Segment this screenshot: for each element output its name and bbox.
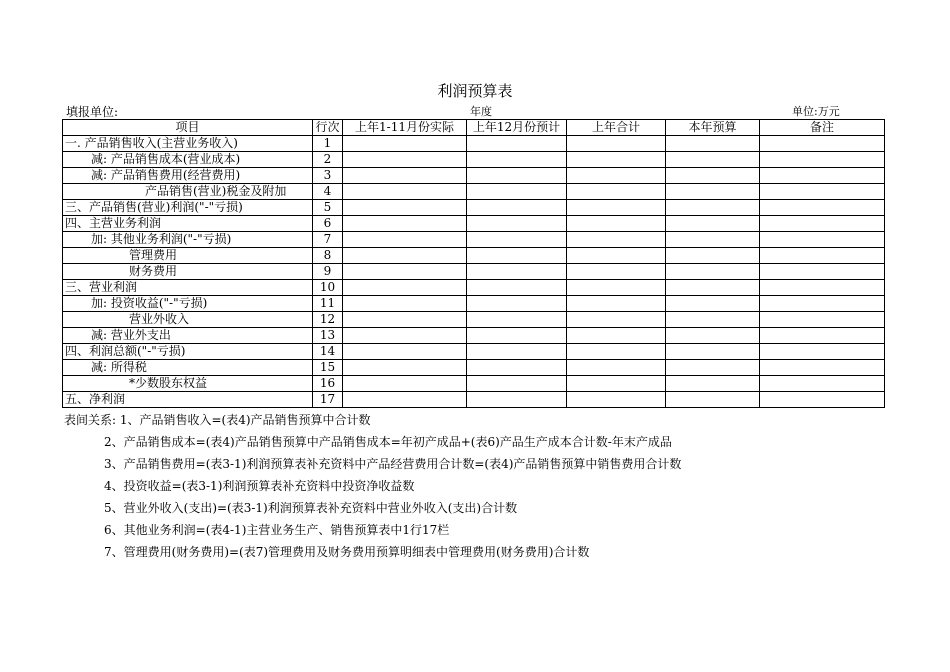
current-budget-cell[interactable] bbox=[666, 392, 760, 408]
note-line: 5、营业外收入(支出)=(表3-1)利润预算表补充资料中营业外收入(支出)合计数 bbox=[104, 501, 518, 515]
column-header-prior-jan-nov: 上年1-11月份实际 bbox=[343, 120, 467, 136]
prior-dec-forecast-cell[interactable] bbox=[467, 376, 567, 392]
row-item-label: 财务费用 bbox=[63, 264, 313, 280]
prior-jan-nov-cell[interactable] bbox=[343, 232, 467, 248]
prior-jan-nov-cell[interactable] bbox=[343, 152, 467, 168]
row-line-number: 11 bbox=[313, 296, 343, 312]
prior-jan-nov-cell[interactable] bbox=[343, 184, 467, 200]
prior-dec-forecast-cell[interactable] bbox=[467, 168, 567, 184]
current-budget-cell[interactable] bbox=[666, 312, 760, 328]
row-item-label: 减: 产品销售成本(营业成本) bbox=[63, 152, 313, 168]
row-line-number: 15 bbox=[313, 360, 343, 376]
currency-unit-label: 单位:万元 bbox=[792, 105, 840, 118]
row-line-number: 12 bbox=[313, 312, 343, 328]
row-item-label: 管理费用 bbox=[63, 248, 313, 264]
table-row bbox=[63, 328, 885, 344]
current-budget-cell[interactable] bbox=[666, 376, 760, 392]
current-budget-cell[interactable] bbox=[666, 344, 760, 360]
prior-total-cell[interactable] bbox=[567, 168, 666, 184]
note-line: 7、管理费用(财务费用)=(表7)管理费用及财务费用预算明细表中管理费用(财务费用)合计数 bbox=[104, 545, 590, 559]
prior-total-cell[interactable] bbox=[567, 392, 666, 408]
row-line-number: 13 bbox=[313, 328, 343, 344]
remarks-cell[interactable] bbox=[760, 376, 885, 392]
row-line-number: 7 bbox=[313, 232, 343, 248]
current-budget-cell[interactable] bbox=[666, 216, 760, 232]
note-line: 6、其他业务利润=(表4-1)主营业务生产、销售预算表中1行17栏 bbox=[104, 523, 450, 537]
row-item-label: 减: 所得税 bbox=[63, 360, 313, 376]
prior-total-cell[interactable] bbox=[567, 360, 666, 376]
notes-section bbox=[64, 411, 681, 565]
current-budget-cell[interactable] bbox=[666, 200, 760, 216]
current-budget-cell[interactable] bbox=[666, 168, 760, 184]
prior-total-cell[interactable] bbox=[567, 232, 666, 248]
current-budget-cell[interactable] bbox=[666, 136, 760, 152]
row-item-label: 营业外收入 bbox=[63, 312, 313, 328]
row-item-label: 产品销售(营业)税金及附加 bbox=[63, 184, 313, 200]
prior-total-cell[interactable] bbox=[567, 200, 666, 216]
current-budget-cell[interactable] bbox=[666, 264, 760, 280]
table-row bbox=[63, 376, 885, 392]
note-line: 表间关系: 1、产品销售收入=(表4)产品销售预算中合计数 bbox=[64, 413, 371, 427]
current-budget-cell[interactable] bbox=[666, 152, 760, 168]
prior-total-cell[interactable] bbox=[567, 184, 666, 200]
prior-dec-forecast-cell[interactable] bbox=[467, 280, 567, 296]
row-line-number: 2 bbox=[313, 152, 343, 168]
prior-dec-forecast-cell[interactable] bbox=[467, 248, 567, 264]
prior-total-cell[interactable] bbox=[567, 344, 666, 360]
prior-total-cell[interactable] bbox=[567, 264, 666, 280]
prior-dec-forecast-cell[interactable] bbox=[467, 360, 567, 376]
row-line-number: 17 bbox=[313, 392, 343, 408]
row-item-label: 减: 营业外支出 bbox=[63, 328, 313, 344]
reporting-unit-label: 填报单位: bbox=[66, 105, 119, 119]
row-line-number: 5 bbox=[313, 200, 343, 216]
prior-total-cell[interactable] bbox=[567, 296, 666, 312]
column-header-prior-total: 上年合计 bbox=[567, 120, 666, 136]
prior-dec-forecast-cell[interactable] bbox=[467, 200, 567, 216]
prior-jan-nov-cell[interactable] bbox=[343, 216, 467, 232]
row-item-label: 三、营业利润 bbox=[63, 280, 313, 296]
current-budget-cell[interactable] bbox=[666, 280, 760, 296]
prior-jan-nov-cell[interactable] bbox=[343, 312, 467, 328]
prior-dec-forecast-cell[interactable] bbox=[467, 152, 567, 168]
note-line: 3、产品销售费用=(表3-1)利润预算表补充资料中产品经营费用合计数=(表4)产品销售预算中销售费用合计数 bbox=[104, 457, 682, 471]
row-item-label: 加: 其他业务利润("-"亏损) bbox=[63, 232, 313, 248]
remarks-cell[interactable] bbox=[760, 328, 885, 344]
prior-dec-forecast-cell[interactable] bbox=[467, 296, 567, 312]
row-item-label: 四、利润总额("-"亏损) bbox=[63, 344, 313, 360]
prior-dec-forecast-cell[interactable] bbox=[467, 184, 567, 200]
table-row bbox=[63, 344, 885, 360]
prior-total-cell[interactable] bbox=[567, 152, 666, 168]
prior-total-cell[interactable] bbox=[567, 328, 666, 344]
row-item-label: 一. 产品销售收入(主营业务收入) bbox=[63, 136, 313, 152]
note-line: 2、产品销售成本=(表4)产品销售预算中产品销售成本=年初产成品+(表6)产品生产成本合计数-年末产成品 bbox=[104, 435, 672, 449]
remarks-cell[interactable] bbox=[760, 136, 885, 152]
remarks-cell[interactable] bbox=[760, 152, 885, 168]
prior-total-cell[interactable] bbox=[567, 376, 666, 392]
prior-jan-nov-cell[interactable] bbox=[343, 376, 467, 392]
row-line-number: 1 bbox=[313, 136, 343, 152]
row-line-number: 8 bbox=[313, 248, 343, 264]
current-budget-cell[interactable] bbox=[666, 184, 760, 200]
column-header-remarks: 备注 bbox=[760, 120, 885, 136]
remarks-cell[interactable] bbox=[760, 184, 885, 200]
prior-dec-forecast-cell[interactable] bbox=[467, 344, 567, 360]
row-line-number: 9 bbox=[313, 264, 343, 280]
row-line-number: 16 bbox=[313, 376, 343, 392]
row-line-number: 4 bbox=[313, 184, 343, 200]
remarks-cell[interactable] bbox=[760, 312, 885, 328]
row-line-number: 10 bbox=[313, 280, 343, 296]
remarks-cell[interactable] bbox=[760, 392, 885, 408]
row-item-label: 四、主营业务利润 bbox=[63, 216, 313, 232]
row-item-label: 五、净利润 bbox=[63, 392, 313, 408]
table-row bbox=[63, 296, 885, 312]
table-row bbox=[63, 264, 885, 280]
row-item-label: *少数股东权益 bbox=[63, 376, 313, 392]
page-title: 利润预算表 bbox=[437, 82, 513, 100]
current-budget-cell[interactable] bbox=[666, 248, 760, 264]
current-budget-cell[interactable] bbox=[666, 232, 760, 248]
column-header-item: 项目 bbox=[63, 120, 313, 136]
table-row bbox=[63, 216, 885, 232]
row-item-label: 加: 投资收益("-"亏损) bbox=[63, 296, 313, 312]
prior-jan-nov-cell[interactable] bbox=[343, 264, 467, 280]
table-row bbox=[63, 200, 885, 216]
remarks-cell[interactable] bbox=[760, 296, 885, 312]
prior-jan-nov-cell[interactable] bbox=[343, 344, 467, 360]
profit-budget-table bbox=[62, 119, 885, 408]
prior-total-cell[interactable] bbox=[567, 216, 666, 232]
prior-jan-nov-cell[interactable] bbox=[343, 168, 467, 184]
prior-jan-nov-cell[interactable] bbox=[343, 296, 467, 312]
remarks-cell[interactable] bbox=[760, 200, 885, 216]
remarks-cell[interactable] bbox=[760, 344, 885, 360]
remarks-cell[interactable] bbox=[760, 248, 885, 264]
table-row bbox=[63, 168, 885, 184]
table-row bbox=[63, 136, 885, 152]
column-header-current-budget: 本年预算 bbox=[666, 120, 760, 136]
prior-jan-nov-cell[interactable] bbox=[343, 328, 467, 344]
prior-jan-nov-cell[interactable] bbox=[343, 280, 467, 296]
prior-dec-forecast-cell[interactable] bbox=[467, 136, 567, 152]
prior-jan-nov-cell[interactable] bbox=[343, 136, 467, 152]
remarks-cell[interactable] bbox=[760, 264, 885, 280]
prior-total-cell[interactable] bbox=[567, 280, 666, 296]
column-header-line: 行次 bbox=[313, 120, 343, 136]
prior-dec-forecast-cell[interactable] bbox=[467, 328, 567, 344]
prior-dec-forecast-cell[interactable] bbox=[467, 216, 567, 232]
year-label: 年度 bbox=[470, 105, 492, 118]
remarks-cell[interactable] bbox=[760, 168, 885, 184]
table-row bbox=[63, 360, 885, 376]
prior-jan-nov-cell[interactable] bbox=[343, 248, 467, 264]
prior-total-cell[interactable] bbox=[567, 248, 666, 264]
current-budget-cell[interactable] bbox=[666, 296, 760, 312]
table-row bbox=[63, 152, 885, 168]
prior-dec-forecast-cell[interactable] bbox=[467, 392, 567, 408]
row-line-number: 6 bbox=[313, 216, 343, 232]
current-budget-cell[interactable] bbox=[666, 328, 760, 344]
table-row bbox=[63, 280, 885, 296]
prior-dec-forecast-cell[interactable] bbox=[467, 264, 567, 280]
table-row bbox=[63, 184, 885, 200]
row-item-label: 减: 产品销售费用(经营费用) bbox=[63, 168, 313, 184]
row-line-number: 3 bbox=[313, 168, 343, 184]
row-item-label: 三、产品销售(营业)利润("-"亏损) bbox=[63, 200, 313, 216]
table-row bbox=[63, 392, 885, 408]
prior-jan-nov-cell[interactable] bbox=[343, 200, 467, 216]
table-row bbox=[63, 248, 885, 264]
current-budget-cell[interactable] bbox=[666, 360, 760, 376]
prior-jan-nov-cell[interactable] bbox=[343, 360, 467, 376]
prior-jan-nov-cell[interactable] bbox=[343, 392, 467, 408]
remarks-cell[interactable] bbox=[760, 360, 885, 376]
row-line-number: 14 bbox=[313, 344, 343, 360]
remarks-cell[interactable] bbox=[760, 280, 885, 296]
prior-total-cell[interactable] bbox=[567, 312, 666, 328]
column-header-prior-dec-forecast: 上年12月份预计 bbox=[467, 120, 567, 136]
remarks-cell[interactable] bbox=[760, 216, 885, 232]
remarks-cell[interactable] bbox=[760, 232, 885, 248]
prior-total-cell[interactable] bbox=[567, 136, 666, 152]
note-line: 4、投资收益=(表3-1)利润预算表补充资料中投资净收益数 bbox=[104, 479, 415, 493]
table-row bbox=[63, 232, 885, 248]
prior-dec-forecast-cell[interactable] bbox=[467, 312, 567, 328]
prior-dec-forecast-cell[interactable] bbox=[467, 232, 567, 248]
table-row bbox=[63, 312, 885, 328]
table-header-row bbox=[63, 120, 885, 136]
table-body bbox=[63, 136, 885, 408]
